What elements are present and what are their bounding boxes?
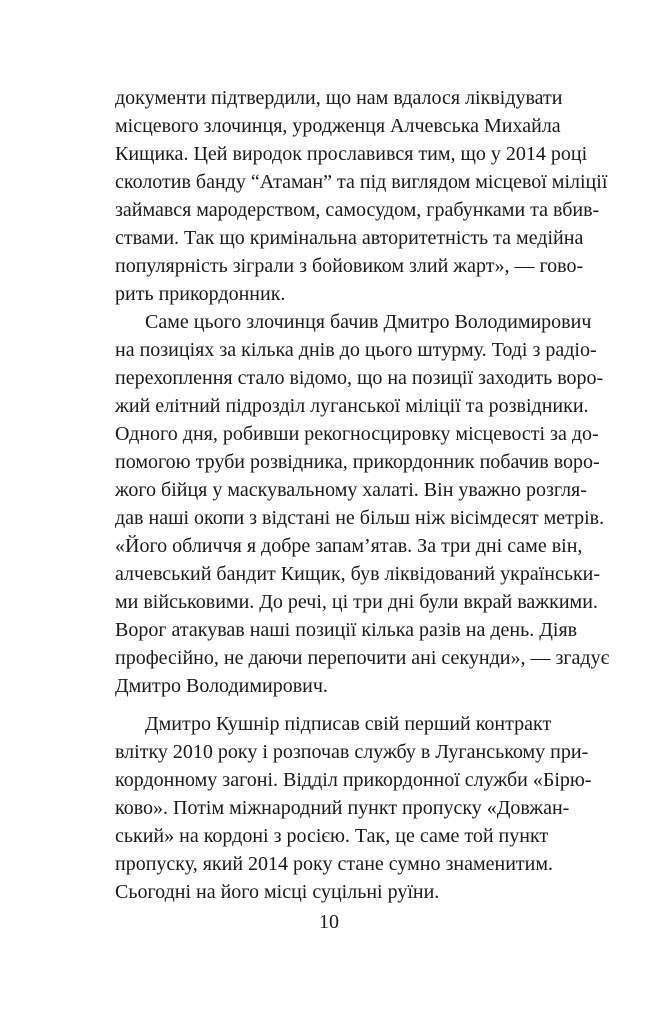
text-line: Ворог атакував наші позиції кілька разів на день. Діяв	[115, 619, 578, 641]
text-line: Дмитро Кушнір підписав свій перший контракт	[145, 713, 552, 735]
text-line: на позиціях за кілька днів до цього штурму. Тоді з радіо-	[115, 339, 597, 361]
text-line: Сьогодні на його місці суцільні руїни.	[115, 881, 440, 903]
text-line: жого бійця у маскувальному халаті. Він уважно розгля-	[115, 479, 587, 501]
text-line: кордонному загоні. Відділ прикордонної служби «Бірю-	[115, 769, 592, 791]
paragraph-3	[115, 710, 592, 906]
text-line: Дмитро Володимирович.	[115, 675, 328, 697]
text-line: професійно, не даючи перепочити ані секунди», — згадує	[115, 647, 610, 669]
text-line: жий елітний підрозділ луганської міліції та розвідники.	[115, 395, 589, 417]
text-line: алчевський бандит Кищик, був ліквідований українськи-	[115, 563, 601, 585]
text-line: займався мародерством, самосудом, грабунками та вбив-	[115, 199, 600, 221]
text-line: ково». Потім міжнародний пункт пропуску «Довжан-	[115, 797, 570, 819]
text-line: ський» на кордоні з росією. Так, це саме той пункт	[115, 825, 549, 847]
text-line: ствами. Так що кримінальна авторитетність та медійна	[115, 227, 584, 249]
text-line: дав наші окопи з відстані не більш ніж вісімдесят метрів.	[115, 507, 605, 529]
text-line: сколотив банду “Атаман” та під виглядом місцевої міліції	[115, 171, 608, 193]
text-line: ми військовими. До речі, ці три дні були вкрай важкими.	[115, 591, 598, 613]
text-line: Одного дня, робивши рекогносцировку місцевості за до-	[115, 423, 599, 445]
text-line: Саме цього злочинця бачив Дмитро Володимирович	[145, 311, 592, 333]
paragraph-1	[115, 84, 608, 308]
text-line: популярність зіграли з бойовиком злий жарт», — гово-	[115, 255, 584, 277]
paragraph-2	[115, 308, 610, 700]
text-line: документи підтвердили, що нам вдалося ліквідувати	[115, 87, 563, 109]
text-line: помогою труби розвідника, прикордонник побачив воро-	[115, 451, 600, 473]
text-line: рить прикордонник.	[115, 283, 286, 305]
page-number: 10	[319, 911, 339, 933]
text-line: «Його обличчя я добре запам’ятав. За три дні саме він,	[115, 535, 583, 557]
text-line: влітку 2010 року і розпочав службу в Луганському при-	[115, 741, 589, 763]
text-line: перехоплення стало відомо, що на позиції заходить воро-	[115, 367, 604, 389]
text-line: Кищика. Цей виродок прославився тим, що у 2014 році	[115, 143, 588, 165]
text-line: місцевого злочинця, уродженця Алчевська Михайла	[115, 115, 561, 137]
text-line: пропуску, який 2014 року стане сумно знаменитим.	[115, 853, 554, 875]
